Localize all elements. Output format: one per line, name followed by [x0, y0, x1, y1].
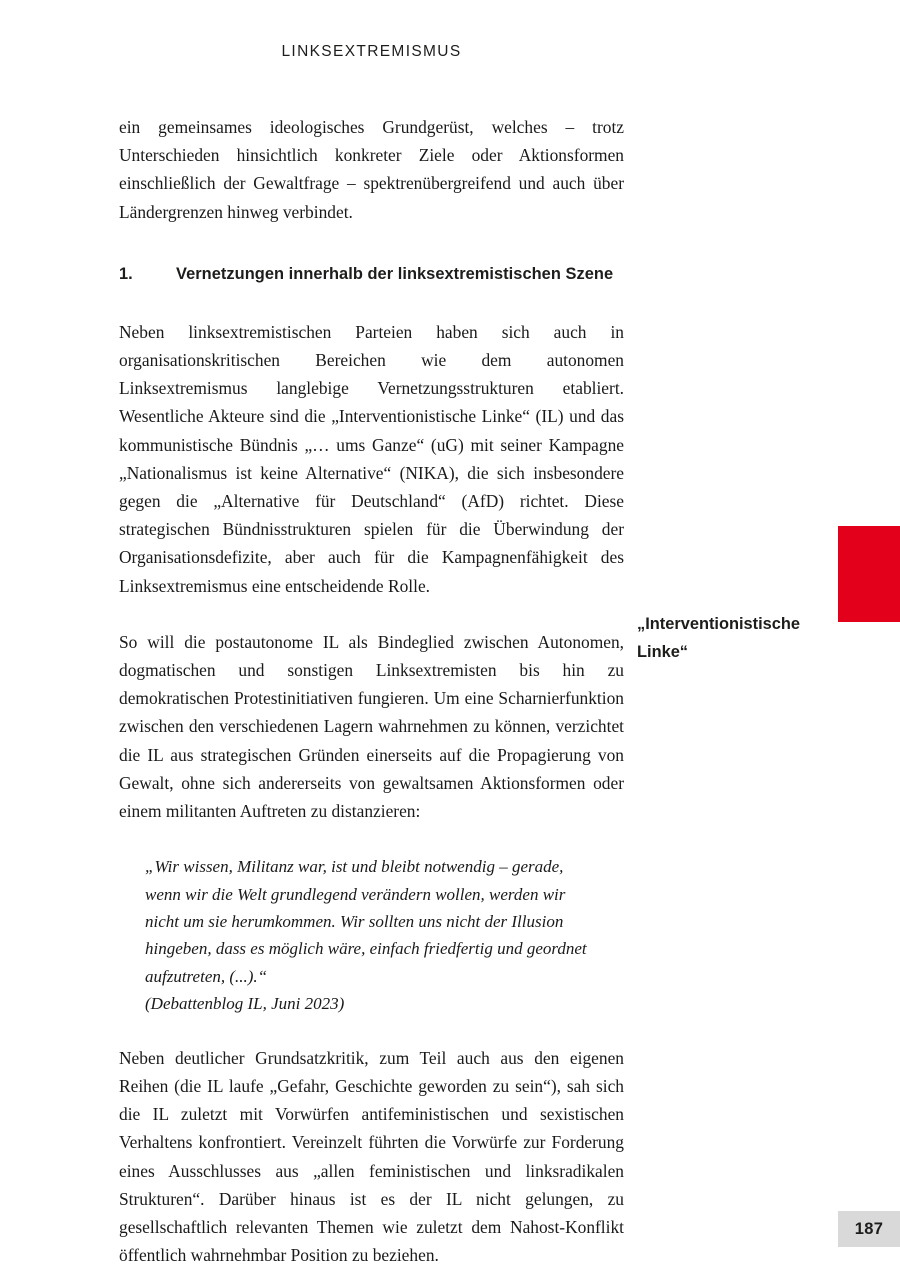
- spacer: [119, 825, 624, 853]
- section-heading-number: 1.: [119, 264, 133, 283]
- spacer: [119, 1018, 624, 1044]
- section-heading: [119, 263, 624, 285]
- margin-note: „Interventionistische Linke“: [637, 615, 801, 661]
- quote-text: „Wir wissen, Militanz war, ist und bleibt notwendig – gerade, wenn wir die Welt grundlegend verändern wollen, werden wir nicht um sie herumkommen. Wir sollten uns nicht der Illusion hingeben, dass es möglich wäre, einfach friedfertig und geordnet aufzutreten, (...).“: [145, 857, 587, 986]
- spacer: [119, 226, 624, 263]
- running-head: LINKSEXTREMISMUS: [281, 43, 462, 60]
- quote-source: (Debattenblog IL, Juni 2023): [145, 994, 345, 1014]
- paragraph-il-role: So will die postautonome IL als Bindeglied zwischen Autonomen, dogmatischen und sonstigen Linksextremisten bis hin zu demokratischen Protestinitiativen fungieren. Um eine Scharnierfunktion zwischen den verschiedenen Lagern wahrnehmen zu können, verzichtet die IL aus strategischen Gründen einerseits auf die Propagierung von Gewalt, ohne sich andererseits von gewaltsamen Aktionsformen oder einem militanten Auftreten zu distanzieren:: [119, 631, 624, 822]
- paragraph-criticism: Neben deutlicher Grundsatzkritik, zum Teil auch aus den eigenen Reihen (die IL laufe „Gefahr, Geschichte geworden zu sein“), sah sich die IL zuletzt mit Vorwürfen antifeministischen und sexistischen Verhaltens konfrontiert. Vereinzelt führten die Vorwürfe zur Forderung eines Ausschlusses aus „allen feministischen und linksradikalen Strukturen“. Darüber hinaus ist es der IL nicht gelungen, zu gesellschaftlich relevanten Themen wie zuletzt dem Nahost-Konflikt öffentlich wahrnehmbar Position zu beziehen.: [119, 1047, 624, 1266]
- section-heading-title: Vernetzungen innerhalb der linksextremistischen Szene: [176, 264, 614, 283]
- pull-quote: [145, 853, 600, 1017]
- paragraph-intro: ein gemeinsames ideologisches Grundgerüst, welches – trotz Unterschieden hinsichtlich konkreter Ziele oder Aktionsformen einschließlich der Gewaltfrage – spektrenübergreifend und auch über Ländergrenzen hinweg verbindet.: [119, 117, 624, 222]
- red-accent-marker: [838, 526, 900, 622]
- spacer: [119, 600, 624, 628]
- page-number: 187: [854, 1219, 884, 1238]
- paragraph-networks: Neben linksextremistischen Parteien haben sich auch in organisationskritischen Bereichen wie dem autonomen Linksextremismus langlebige Vernetzungsstrukturen etabliert. Wesentliche Akteure sind die „Interventionistische Linke“ (IL) und das kommunistische Bündnis „… ums Ganze“ (uG) mit seiner Kampagne „Nationalismus ist keine Alternative“ (NIKA), die sich insbesondere gegen die „Alternative für Deutschland“ (AfD) richtet. Diese strategischen Bündnisstrukturen spielen für die Überwindung der Organisationsdefizite, aber auch für die Kampagnenfähigkeit des Linksextremismus eine entscheidende Rolle.: [119, 321, 624, 596]
- spacer: [119, 285, 624, 318]
- page-number-box: [838, 1211, 900, 1247]
- main-text-column: [119, 113, 624, 1269]
